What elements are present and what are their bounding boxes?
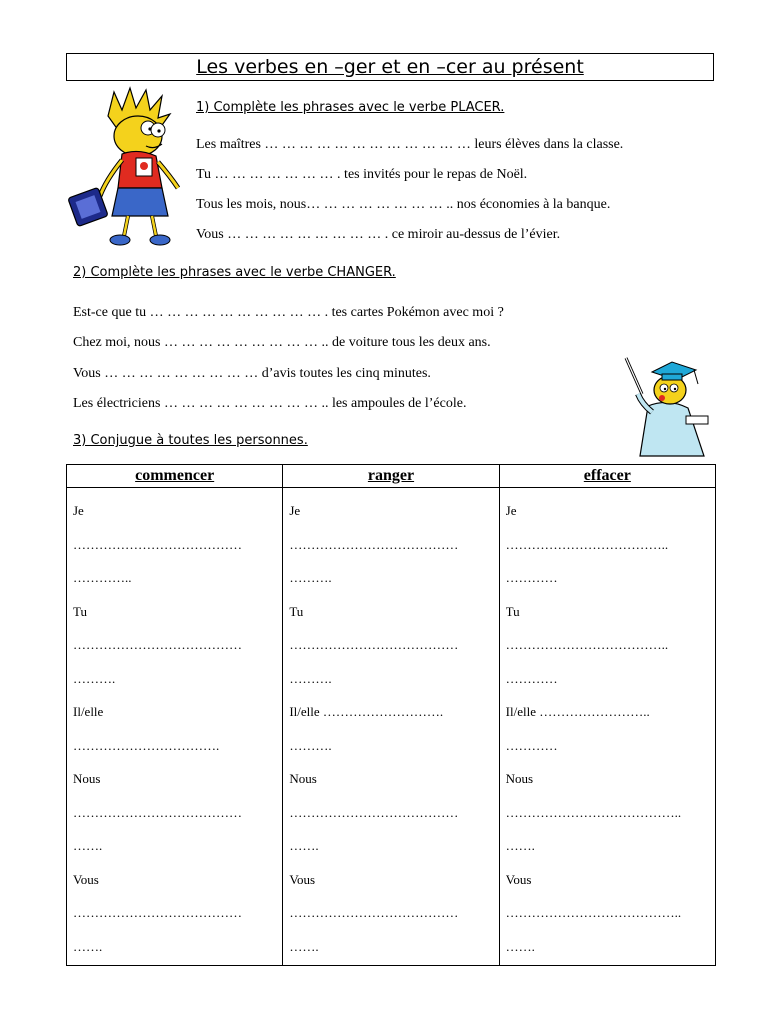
- girl-with-bag-illustration: [66, 84, 190, 252]
- conjugation-line: Vous: [505, 871, 532, 887]
- conjugation-line: Nous: [505, 771, 534, 786]
- answer-blank[interactable]: …….: [505, 838, 535, 853]
- answer-blank[interactable]: …………………………………: [289, 637, 459, 652]
- answer-blank[interactable]: ……….: [289, 737, 332, 753]
- conjugation-line: Vous: [289, 871, 316, 887]
- exercise-1-sentence: Les maîtres … … … … … … … … … … … … leurs élèves dans la classe.: [196, 137, 624, 152]
- answer-blank[interactable]: …………..: [73, 570, 132, 585]
- answer-blank[interactable]: ……….: [73, 670, 116, 686]
- exercise-3-heading: 3) Conjugue à toutes les personnes.: [73, 433, 308, 448]
- exercise-2-heading: 2) Complète les phrases avec le verbe CHANGER.: [73, 265, 396, 280]
- conjugation-line: Vous: [73, 871, 99, 887]
- exercise-2-sentence: Chez moi, nous … … … … … … … … … .. de voiture tous les deux ans.: [73, 335, 491, 350]
- exercise-2-sentence: Les électriciens … … … … … … … … … .. les ampoules de l’école.: [73, 396, 467, 411]
- conjugation-column: [67, 488, 283, 966]
- answer-blank[interactable]: …………: [505, 737, 558, 753]
- page-title: Les verbes en –ger et en –cer au présent: [196, 56, 584, 78]
- exercise-1-sentence: Tous les mois, nous… … … … … … … … .. nos économies à la banque.: [196, 197, 611, 212]
- conjugation-line: Je: [505, 503, 517, 518]
- answer-blank[interactable]: ………………………………..: [505, 637, 669, 652]
- answer-blank[interactable]: …………………………………: [289, 905, 459, 920]
- verb-header-effacer: effacer: [499, 465, 715, 488]
- answer-blank[interactable]: ………………………………..: [505, 536, 669, 552]
- exercise-1-sentence: Vous … … … … … … … … … . ce miroir au-dessus de l’évier.: [196, 227, 561, 242]
- answer-blank[interactable]: …………: [505, 670, 558, 686]
- answer-blank[interactable]: …………: [505, 570, 558, 585]
- conjugation-line: Tu: [73, 603, 87, 619]
- answer-blank[interactable]: …………………………………..: [505, 804, 682, 820]
- exercise-1-sentence: Tu … … … … … … … . tes invités pour le repas de Noël.: [196, 167, 528, 182]
- answer-blank[interactable]: …………………………………: [73, 905, 242, 920]
- exercise-2-sentence: Est-ce que tu … … … … … … … … … … . tes cartes Pokémon avec moi ?: [73, 305, 504, 320]
- conjugation-line: Je: [289, 503, 301, 518]
- verb-header-ranger: ranger: [283, 465, 499, 488]
- conjugation-line: Nous: [73, 771, 101, 786]
- answer-blank[interactable]: …………………………………..: [505, 905, 682, 920]
- conjugation-line: Tu: [505, 603, 520, 619]
- conjugation-line: Tu: [289, 603, 304, 619]
- conjugation-table: [66, 464, 716, 966]
- answer-blank[interactable]: …….: [289, 938, 319, 954]
- answer-blank[interactable]: ……….: [289, 670, 332, 686]
- verb-header-commencer: commencer: [67, 465, 283, 488]
- conjugation-column: [499, 488, 715, 966]
- answer-blank[interactable]: …………………………….: [73, 737, 220, 753]
- answer-blank[interactable]: …….: [73, 838, 103, 853]
- answer-blank[interactable]: …………………………………: [289, 536, 459, 552]
- baby-graduate-illustration: [618, 354, 718, 462]
- answer-blank[interactable]: …………………………………: [73, 804, 242, 820]
- answer-blank[interactable]: …….: [289, 838, 319, 853]
- exercise-2-sentence: Vous … … … … … … … … … d’avis toutes les cinq minutes.: [73, 366, 431, 381]
- conjugation-line: Il/elle ……………………..: [505, 704, 650, 719]
- answer-blank[interactable]: …………………………………: [73, 536, 242, 552]
- title-box: [66, 53, 714, 81]
- conjugation-line: Il/elle ……………………….: [289, 704, 444, 719]
- answer-blank[interactable]: …………………………………: [73, 637, 242, 652]
- answer-blank[interactable]: ……….: [289, 570, 332, 585]
- conjugation-line: Je: [73, 503, 84, 518]
- answer-blank[interactable]: …………………………………: [289, 804, 459, 820]
- exercise-1-heading: 1) Complète les phrases avec le verbe PLACER.: [196, 100, 505, 115]
- answer-blank[interactable]: …….: [505, 938, 535, 954]
- conjugation-line: Il/elle: [73, 704, 104, 719]
- conjugation-line: Nous: [289, 771, 317, 786]
- answer-blank[interactable]: …….: [73, 938, 103, 954]
- conjugation-column: [283, 488, 499, 966]
